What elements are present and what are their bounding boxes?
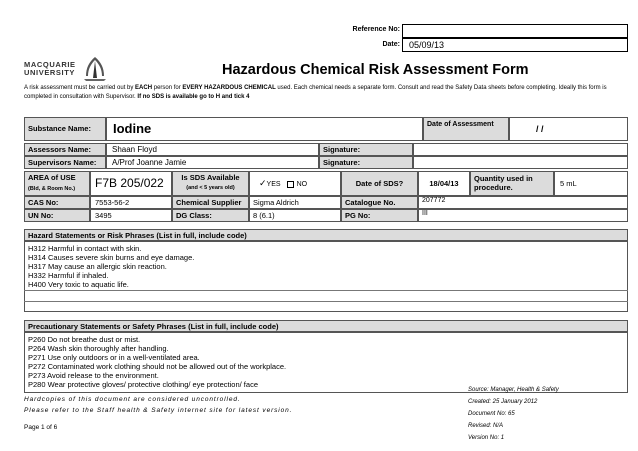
cas-label: CAS No: [24,196,90,209]
substance-value[interactable]: Iodine [106,117,423,141]
footer-version: Version No: 1 [468,435,505,441]
reference-label: Reference No: [352,26,400,33]
precaution-item: P272 Contaminated work clothing should not be allowed out of the workplace. [28,362,287,371]
date-of-assessment-value[interactable]: / / [509,117,628,141]
dg-class-label: DG Class: [172,209,249,222]
date-field[interactable]: 05/09/13 [402,38,628,52]
pg-value[interactable]: III [418,209,628,222]
footer-meta [468,384,559,444]
assessor-signature-field[interactable] [413,143,628,156]
footer-refer-note: Please refer to the Staff health & Safety internet site for latest version. [24,407,293,414]
assessors-name-value[interactable]: Shaan Floyd [106,143,319,156]
intro-bold-1: EACH [135,85,153,91]
supervisor-signature-label: Signature: [319,156,413,169]
precaution-item: P273 Avoid release to the environment. [28,371,159,380]
precaution-heading: Precautionary Statements or Safety Phrases (List in full, include code) [24,320,628,332]
footer-source: Source: Manager, Health & Safety [468,387,559,393]
sds-date-label: Date of SDS? [341,171,418,196]
supplier-label: Chemical Supplier [172,196,249,209]
logo-line-1: MACQUARIE [24,59,76,69]
supplier-value[interactable]: Sigma Aldrich [249,196,341,209]
page-number: Page 1 of 6 [24,424,58,431]
lighthouse-emblem-icon [80,56,110,82]
university-logo [24,56,110,82]
intro-part-1: A risk assessment must be carried out by [24,85,136,91]
sds-yes-option[interactable]: YES [266,181,281,188]
hazard-divider [24,301,628,302]
precaution-item: P271 Use only outdoors or in a well-ventilated area. [28,353,200,362]
footer-revised: Revised: N/A [468,423,504,429]
hazard-item: H314 Causes severe skin burns and eye damage. [28,253,195,262]
sds-date-value[interactable]: 18/04/13 [418,171,470,196]
pg-label: PG No: [341,209,418,222]
supervisor-signature-field[interactable] [413,156,628,169]
logo-line-2: UNIVERSITY [24,68,76,77]
sds-available-subtitle: (and < 5 years old) [186,185,235,191]
intro-part-2: person for [152,85,183,91]
date-of-assessment-label: Date of Assessment [423,117,509,141]
area-of-use-label [24,171,90,196]
catalogue-label: Catalogue No. [341,196,418,209]
page-title: Hazardous Chemical Risk Assessment Form [222,62,529,78]
dg-class-value[interactable]: 8 (6.1) [249,209,341,222]
footer-uncontrolled-note: Hardcopies of this document are considered uncontrolled. [24,396,241,403]
intro-bold-2: EVERY HAZARDOUS CHEMICAL [182,85,276,91]
date-label: Date: [382,41,400,48]
substance-label: Substance Name: [24,117,106,141]
check-mark-icon: ✓ [259,178,267,188]
hazard-item: H332 Harmful if inhaled. [28,271,109,280]
area-of-use-subtitle: (Bld, & Room No.) [28,186,76,192]
hazard-item: H312 Harmful in contact with skin. [28,244,142,253]
intro-bold-3: If no SDS is available go to H and tick 4 [137,94,250,100]
precaution-item: P260 Do not breathe dust or mist. [28,335,141,344]
sds-available-label [172,171,249,196]
sds-available-title: Is SDS Available [181,173,240,182]
sds-no-option[interactable]: NO [296,181,308,188]
precaution-item: P264 Wash skin thoroughly after handling. [28,344,169,353]
hazard-item: H400 Very toxic to aquatic life. [28,280,129,289]
footer-created: Created: 25 January 2012 [468,399,538,405]
hazard-heading: Hazard Statements or Risk Phrases (List in full, include code) [24,229,628,241]
area-of-use-title: AREA of USE [28,173,76,182]
catalogue-value[interactable]: 207772 [418,196,628,209]
precaution-item: P280 Wear protective gloves/ protective clothing/ eye protection/ face [28,380,258,389]
quantity-value[interactable]: 5 mL [554,171,628,196]
supervisors-name-value[interactable]: A/Prof Joanne Jamie [106,156,319,169]
quantity-label: Quantity used in procedure. [470,171,554,196]
hazard-item: H317 May cause an allergic skin reaction. [28,262,167,271]
un-value[interactable]: 3495 [90,209,172,222]
area-of-use-value[interactable]: F7B 205/022 [90,171,172,196]
cas-value[interactable]: 7553-56-2 [90,196,172,209]
assessor-signature-label: Signature: [319,143,413,156]
footer-document-no: Document No: 65 [468,411,515,417]
intro-part-3: used. Each chemical needs a separate form. Consult and read the Safety Data sheets before completing. Ideally this form is completed in consultation with Supervisor. [24,85,607,100]
intro-text [24,84,628,102]
assessors-name-label: Assessors Name: [24,143,106,156]
sds-available-options [249,171,341,196]
un-label: UN No: [24,209,90,222]
sds-no-checkbox[interactable] [287,181,294,188]
reference-field[interactable] [402,24,628,38]
supervisors-name-label: Supervisors Name: [24,156,106,169]
hazard-divider [24,290,628,291]
